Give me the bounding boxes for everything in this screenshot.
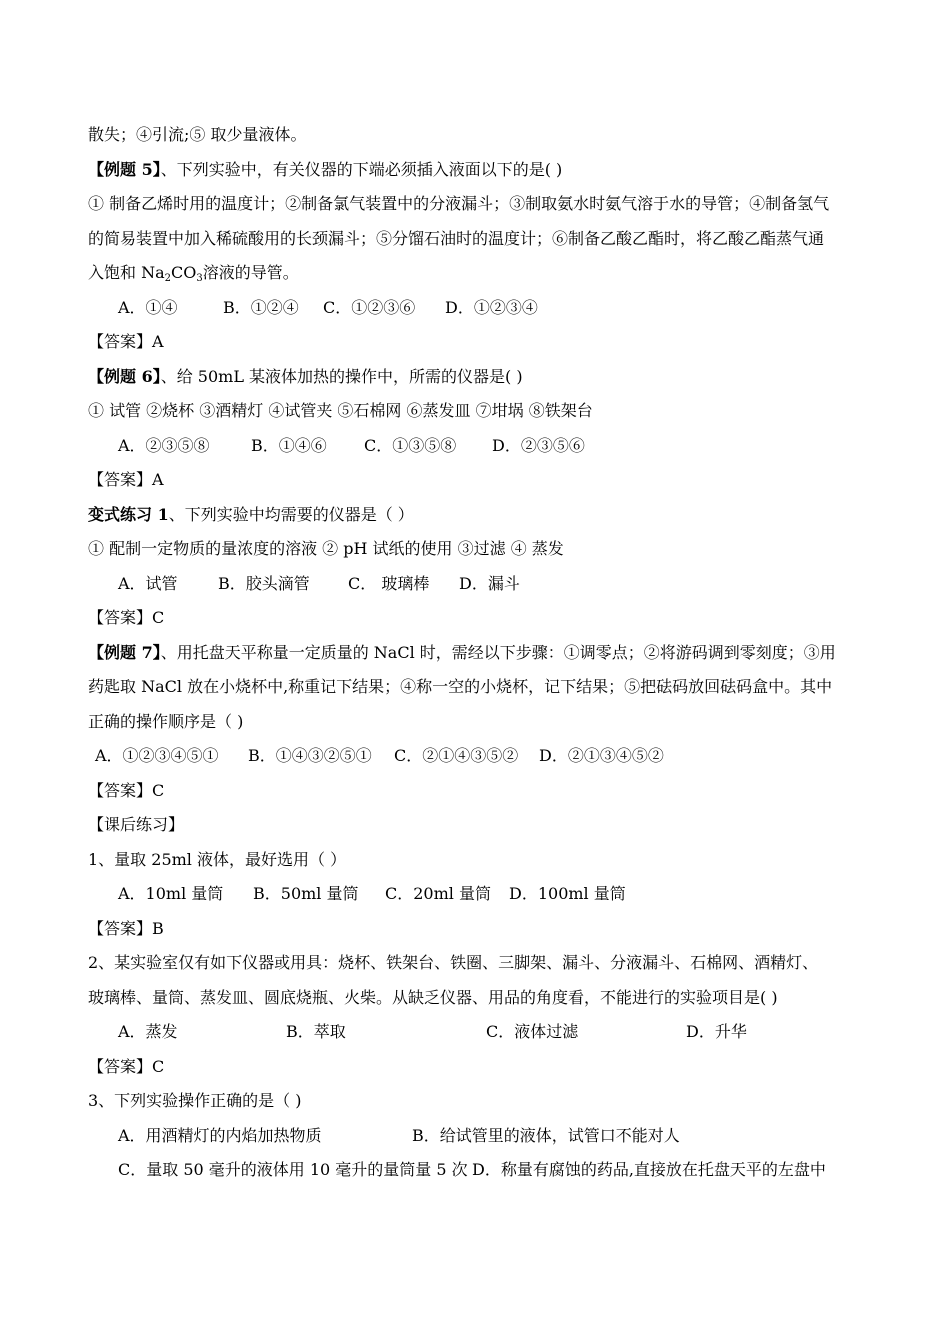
option-b: B．胶头滴管 [218, 573, 310, 593]
document-page [88, 118, 868, 1188]
answer-options [88, 1015, 868, 1050]
exercise-2: 2、某实验室仅有如下仪器或用具：烧杯、铁架台、铁圈、三脚架、漏斗、分液漏斗、石棉网、酒精灯、 [88, 953, 819, 972]
subscript: 3 [196, 273, 203, 284]
text-span: 入饱和 Na [88, 263, 165, 282]
subscript: 2 [164, 273, 172, 284]
option-b: B．①④③②⑤① [248, 746, 372, 765]
question-tag: 变式练习 1 [88, 504, 169, 524]
option-c: C．①③⑤⑧ [364, 435, 457, 455]
answer-options [88, 429, 868, 464]
question-text: 、下列实验中，有关仪器的下端必须插入液面以下的是( ) [160, 159, 563, 179]
answer-line: 【答案】B [88, 918, 164, 938]
option-d: D．100ml 量筒 [509, 884, 626, 903]
question-example-7 [88, 636, 868, 671]
option-b: B．50ml 量筒 [253, 884, 359, 903]
exercise-1: 1、量取 25ml 液体，最好选用（ ） [88, 849, 347, 869]
text-line: 的简易装置中加入稀硫酸用的长颈漏斗；⑤分馏石油时的温度计；⑥制备乙酸乙酯时，将乙酸乙酯蒸气通 [88, 228, 825, 248]
option-c: C．①②③⑥ [323, 297, 416, 317]
practice-1 [88, 498, 868, 533]
text-line: 玻璃棒、量筒、蒸发皿、圆底烧瓶、火柴。从缺乏仪器、用品的角度看，不能进行的实验项目是( ) [88, 987, 778, 1007]
answer-line: 【答案】A [88, 470, 164, 489]
answer-options [88, 1119, 868, 1154]
option-a: A．蒸发 [118, 1022, 178, 1041]
option-d: D．称量有腐蚀的药品,直接放在托盘天平的左盘中 [472, 1160, 826, 1179]
option-c: C．②①④③⑤② [394, 746, 519, 765]
question-tag: 【例题 7】 [88, 642, 161, 662]
question-tag: 【例题 5】 [88, 159, 161, 179]
question-example-6 [88, 360, 868, 395]
option-c: C． 玻璃棒 [348, 573, 430, 593]
question-tag: 【例题 6】 [88, 366, 161, 386]
option-a: A．试管 [118, 573, 178, 593]
text-line: ① 制备乙烯时用的温度计；②制备氯气装置中的分液漏斗；③制取氨水时氨气溶于水的导管；④制备氢气 [88, 194, 830, 213]
answer-options [88, 739, 868, 774]
option-d: D．②①③④⑤② [539, 746, 664, 765]
text-line: 药匙取 NaCl 放在小烧杯中,称重记下结果；④称一空的小烧杯，记下结果；⑤把砝码放回砝码盒中。其中 [88, 677, 833, 696]
answer-line: 【答案】C [88, 780, 165, 800]
section-heading: 【课后练习】 [88, 815, 185, 834]
question-example-5 [88, 153, 868, 188]
option-d: D．②③⑤⑥ [492, 435, 585, 455]
option-c: C．20ml 量筒 [385, 884, 491, 903]
option-a: A．10ml 量筒 [118, 884, 224, 903]
option-d: D．①②③④ [445, 297, 538, 317]
question-text: 、用托盘天平称量一定质量的 NaCl 时，需经以下步骤：①调零点；②将游码调到零刻度；③用 [160, 642, 836, 662]
option-d: D．升华 [686, 1022, 747, 1041]
exercise-3: 3、下列实验操作正确的是（ ) [88, 1091, 302, 1110]
text-span: 溶液的导管。 [202, 263, 299, 282]
option-a: A．②③⑤⑧ [118, 435, 210, 455]
option-d: D．漏斗 [459, 573, 520, 593]
text-line [88, 256, 868, 291]
answer-options [88, 291, 868, 326]
text-line: 正确的操作顺序是（ ) [88, 711, 244, 731]
option-b: B．①②④ [223, 297, 299, 317]
option-a: A．①②③④⑤① [95, 746, 219, 765]
question-text: 、给 50mL 某液体加热的操作中，所需的仪器是( ) [160, 366, 523, 386]
answer-options [88, 877, 868, 912]
text-line: ① 配制一定物质的量浓度的溶液 ② pH 试纸的使用 ③过滤 ④ 蒸发 [88, 539, 564, 558]
option-c: C．液体过滤 [486, 1022, 579, 1041]
option-b: B．①④⑥ [251, 435, 327, 455]
option-b: B．萃取 [286, 1022, 346, 1041]
text-span: CO [171, 263, 197, 282]
answer-options [88, 567, 868, 602]
question-text: 、下列实验中均需要的仪器是（ ） [168, 504, 414, 524]
answer-options [88, 1153, 868, 1188]
text-line: 散失；④引流;⑤ 取少量液体。 [88, 125, 307, 144]
option-a: A．用酒精灯的内焰加热物质 [118, 1125, 322, 1145]
option-b: B．给试管里的液体，试管口不能对人 [412, 1125, 680, 1145]
option-c: C．量取 50 毫升的液体用 10 毫升的量筒量 5 次 [118, 1160, 468, 1179]
answer-line: 【答案】C [88, 1056, 165, 1076]
answer-line: 【答案】A [88, 332, 164, 351]
option-a: A．①④ [118, 297, 178, 317]
text-line: ① 试管 ②烧杯 ③酒精灯 ④试管夹 ⑤石棉网 ⑥蒸发皿 ⑦坩埚 ⑧铁架台 [88, 401, 593, 420]
answer-line: 【答案】C [88, 608, 165, 627]
